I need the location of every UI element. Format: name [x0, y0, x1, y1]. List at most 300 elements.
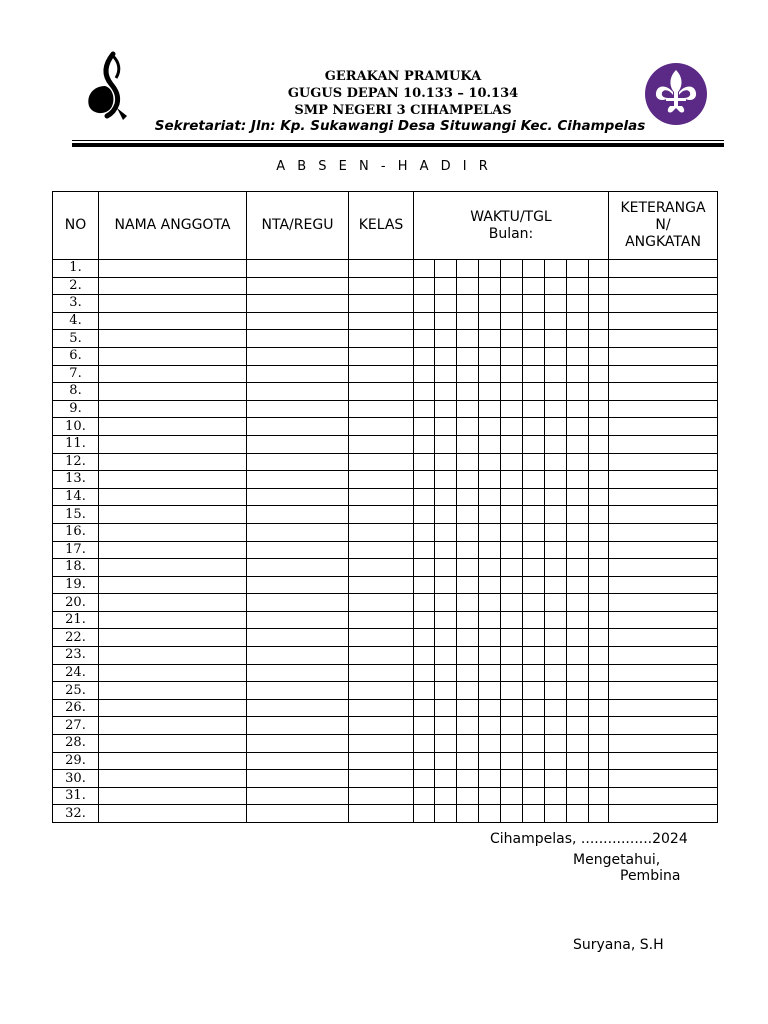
date-cell — [414, 400, 435, 418]
date-cell — [479, 629, 501, 647]
nama-cell — [99, 488, 247, 506]
table-row — [53, 787, 718, 805]
date-cell — [479, 717, 501, 735]
date-cell — [567, 647, 589, 665]
nta-cell — [247, 523, 349, 541]
row-number: 8. — [53, 383, 99, 401]
keterangan-cell — [609, 418, 718, 436]
nta-cell — [247, 277, 349, 295]
date-cell — [501, 523, 523, 541]
nta-cell — [247, 647, 349, 665]
date-cell — [435, 770, 457, 788]
keterangan-cell — [609, 735, 718, 753]
date-cell — [589, 594, 609, 612]
date-cell — [567, 611, 589, 629]
date-cell — [501, 471, 523, 489]
date-cell — [567, 471, 589, 489]
date-cell — [479, 330, 501, 348]
date-cell — [567, 576, 589, 594]
kelas-cell — [349, 664, 414, 682]
date-cell — [545, 365, 567, 383]
table-row — [53, 347, 718, 365]
date-cell — [501, 400, 523, 418]
date-cell — [523, 576, 545, 594]
nta-cell — [247, 365, 349, 383]
nama-cell — [99, 347, 247, 365]
keterangan-cell — [609, 471, 718, 489]
nta-cell — [247, 541, 349, 559]
kelas-cell — [349, 383, 414, 401]
date-cell — [479, 471, 501, 489]
date-cell — [457, 277, 479, 295]
date-cell — [545, 418, 567, 436]
date-cell — [435, 277, 457, 295]
date-cell — [501, 277, 523, 295]
date-cell — [479, 347, 501, 365]
date-cell — [589, 330, 609, 348]
col-nama-anggota: NAMA ANGGOTA — [99, 192, 247, 260]
date-cell — [545, 383, 567, 401]
date-cell — [567, 699, 589, 717]
nama-cell — [99, 805, 247, 823]
date-cell — [523, 260, 545, 278]
date-cell — [567, 418, 589, 436]
nama-cell — [99, 260, 247, 278]
keterangan-cell — [609, 260, 718, 278]
keterangan-cell — [609, 541, 718, 559]
date-cell — [523, 453, 545, 471]
kelas-cell — [349, 735, 414, 753]
nta-cell — [247, 312, 349, 330]
date-cell — [414, 435, 435, 453]
keterangan-cell — [609, 523, 718, 541]
date-cell — [501, 559, 523, 577]
date-cell — [523, 347, 545, 365]
date-cell — [414, 453, 435, 471]
row-number: 16. — [53, 523, 99, 541]
date-cell — [523, 664, 545, 682]
date-cell — [523, 365, 545, 383]
date-cell — [479, 435, 501, 453]
keterangan-cell — [609, 312, 718, 330]
date-cell — [501, 295, 523, 313]
date-cell — [545, 453, 567, 471]
date-cell — [545, 717, 567, 735]
nama-cell — [99, 647, 247, 665]
table-row — [53, 295, 718, 313]
kelas-cell — [349, 523, 414, 541]
table-row — [53, 717, 718, 735]
date-cell — [589, 488, 609, 506]
keterangan-cell — [609, 506, 718, 524]
table-row — [53, 735, 718, 753]
date-cell — [567, 805, 589, 823]
date-cell — [435, 664, 457, 682]
date-cell — [567, 260, 589, 278]
col-keterangan — [609, 192, 718, 260]
date-cell — [545, 295, 567, 313]
date-cell — [523, 682, 545, 700]
date-cell — [457, 453, 479, 471]
nama-cell — [99, 735, 247, 753]
keterangan-cell — [609, 400, 718, 418]
date-cell — [457, 576, 479, 594]
kelas-cell — [349, 629, 414, 647]
keterangan-cell — [609, 295, 718, 313]
date-cell — [457, 735, 479, 753]
date-cell — [523, 435, 545, 453]
nta-cell — [247, 611, 349, 629]
nta-cell — [247, 717, 349, 735]
date-cell — [479, 260, 501, 278]
date-cell — [501, 647, 523, 665]
tunas-kelapa-icon — [83, 50, 133, 122]
date-cell — [545, 559, 567, 577]
date-cell — [501, 770, 523, 788]
date-cell — [545, 805, 567, 823]
nta-cell — [247, 787, 349, 805]
date-cell — [589, 576, 609, 594]
date-cell — [589, 523, 609, 541]
date-cell — [457, 435, 479, 453]
date-cell — [414, 295, 435, 313]
date-cell — [523, 752, 545, 770]
kelas-cell — [349, 717, 414, 735]
attendance-table — [52, 191, 718, 823]
nta-cell — [247, 752, 349, 770]
date-cell — [414, 699, 435, 717]
date-cell — [435, 347, 457, 365]
date-cell — [523, 523, 545, 541]
date-cell — [545, 611, 567, 629]
row-number: 13. — [53, 471, 99, 489]
date-cell — [545, 330, 567, 348]
date-cell — [501, 347, 523, 365]
date-cell — [545, 664, 567, 682]
date-cell — [414, 471, 435, 489]
nama-cell — [99, 664, 247, 682]
gugus-depan: GUGUS DEPAN 10.133 – 10.134 — [287, 86, 519, 101]
date-cell — [567, 347, 589, 365]
date-cell — [501, 664, 523, 682]
nama-cell — [99, 365, 247, 383]
row-number: 20. — [53, 594, 99, 612]
date-cell — [414, 559, 435, 577]
nama-cell — [99, 787, 247, 805]
date-cell — [435, 435, 457, 453]
date-cell — [435, 260, 457, 278]
row-number: 30. — [53, 770, 99, 788]
date-cell — [479, 383, 501, 401]
date-cell — [501, 752, 523, 770]
document-title: A B S E N - H A D I R — [276, 159, 492, 174]
row-number: 32. — [53, 805, 99, 823]
date-cell — [414, 611, 435, 629]
date-cell — [567, 506, 589, 524]
date-cell — [523, 559, 545, 577]
date-cell — [567, 435, 589, 453]
date-cell — [589, 611, 609, 629]
date-cell — [414, 312, 435, 330]
date-cell — [501, 576, 523, 594]
date-cell — [589, 559, 609, 577]
date-cell — [435, 383, 457, 401]
keterangan-cell — [609, 383, 718, 401]
kelas-cell — [349, 488, 414, 506]
date-cell — [523, 805, 545, 823]
row-number: 26. — [53, 699, 99, 717]
date-cell — [414, 664, 435, 682]
date-cell — [457, 559, 479, 577]
row-number: 19. — [53, 576, 99, 594]
keterangan-cell — [609, 435, 718, 453]
table-row — [53, 400, 718, 418]
date-cell — [479, 647, 501, 665]
kelas-cell — [349, 435, 414, 453]
date-cell — [414, 488, 435, 506]
table-row — [53, 752, 718, 770]
date-cell — [589, 647, 609, 665]
keterangan-cell — [609, 717, 718, 735]
kelas-cell — [349, 330, 414, 348]
kelas-cell — [349, 400, 414, 418]
date-cell — [501, 682, 523, 700]
row-number: 15. — [53, 506, 99, 524]
nta-cell — [247, 770, 349, 788]
table-row — [53, 611, 718, 629]
keterangan-cell — [609, 787, 718, 805]
date-cell — [479, 576, 501, 594]
row-number: 11. — [53, 435, 99, 453]
date-cell — [545, 682, 567, 700]
date-cell — [435, 400, 457, 418]
date-cell — [435, 699, 457, 717]
kelas-cell — [349, 295, 414, 313]
row-number: 27. — [53, 717, 99, 735]
date-cell — [545, 735, 567, 753]
date-cell — [457, 260, 479, 278]
date-cell — [435, 330, 457, 348]
row-number: 6. — [53, 347, 99, 365]
date-cell — [457, 664, 479, 682]
date-cell — [567, 383, 589, 401]
date-cell — [501, 735, 523, 753]
kelas-cell — [349, 471, 414, 489]
date-cell — [435, 523, 457, 541]
date-cell — [414, 347, 435, 365]
date-cell — [435, 418, 457, 436]
date-cell — [567, 682, 589, 700]
date-cell — [523, 418, 545, 436]
date-cell — [501, 365, 523, 383]
date-cell — [501, 541, 523, 559]
date-cell — [567, 541, 589, 559]
nama-cell — [99, 383, 247, 401]
date-cell — [457, 506, 479, 524]
pembina-label: Pembina — [620, 868, 681, 884]
date-cell — [523, 735, 545, 753]
date-cell — [501, 594, 523, 612]
date-cell — [479, 594, 501, 612]
date-cell — [457, 752, 479, 770]
nama-cell — [99, 400, 247, 418]
date-cell — [479, 787, 501, 805]
keterangan-cell — [609, 629, 718, 647]
date-cell — [479, 277, 501, 295]
date-cell — [414, 277, 435, 295]
kelas-cell — [349, 559, 414, 577]
nta-cell — [247, 347, 349, 365]
date-cell — [414, 260, 435, 278]
keterangan-cell — [609, 576, 718, 594]
kelas-cell — [349, 277, 414, 295]
table-row — [53, 576, 718, 594]
date-cell — [567, 330, 589, 348]
signatory-name: Suryana, S.H — [573, 937, 664, 953]
date-cell — [545, 699, 567, 717]
date-cell — [567, 523, 589, 541]
kelas-cell — [349, 576, 414, 594]
nama-cell — [99, 770, 247, 788]
nama-cell — [99, 629, 247, 647]
date-cell — [545, 506, 567, 524]
date-cell — [435, 629, 457, 647]
kelas-cell — [349, 805, 414, 823]
table-row — [53, 506, 718, 524]
date-cell — [435, 295, 457, 313]
date-cell — [414, 735, 435, 753]
date-cell — [589, 699, 609, 717]
table-row — [53, 471, 718, 489]
date-cell — [545, 576, 567, 594]
bulan-label: Bulan: — [488, 225, 534, 242]
date-cell — [457, 717, 479, 735]
row-number: 28. — [53, 735, 99, 753]
keterangan-cell — [609, 611, 718, 629]
table-row — [53, 805, 718, 823]
date-cell — [501, 418, 523, 436]
date-cell — [457, 523, 479, 541]
date-cell — [479, 400, 501, 418]
keterangan-cell — [609, 664, 718, 682]
date-cell — [589, 787, 609, 805]
date-cell — [589, 805, 609, 823]
date-cell — [435, 312, 457, 330]
date-cell — [589, 418, 609, 436]
nama-cell — [99, 699, 247, 717]
nama-cell — [99, 330, 247, 348]
date-cell — [567, 277, 589, 295]
date-cell — [589, 506, 609, 524]
date-cell — [589, 435, 609, 453]
date-cell — [523, 629, 545, 647]
date-cell — [589, 260, 609, 278]
nta-cell — [247, 699, 349, 717]
date-cell — [589, 295, 609, 313]
date-cell — [457, 611, 479, 629]
date-cell — [567, 787, 589, 805]
date-cell — [479, 295, 501, 313]
kelas-cell — [349, 594, 414, 612]
date-cell — [545, 770, 567, 788]
row-number: 21. — [53, 611, 99, 629]
date-cell — [523, 611, 545, 629]
date-cell — [435, 471, 457, 489]
nta-cell — [247, 383, 349, 401]
nta-cell — [247, 506, 349, 524]
nta-cell — [247, 330, 349, 348]
nama-cell — [99, 435, 247, 453]
date-cell — [414, 365, 435, 383]
nta-cell — [247, 735, 349, 753]
date-cell — [589, 770, 609, 788]
nta-cell — [247, 471, 349, 489]
date-cell — [545, 752, 567, 770]
date-cell — [523, 471, 545, 489]
kelas-cell — [349, 506, 414, 524]
date-cell — [457, 699, 479, 717]
date-cell — [545, 594, 567, 612]
date-cell — [457, 295, 479, 313]
date-cell — [435, 559, 457, 577]
date-cell — [589, 312, 609, 330]
date-cell — [457, 365, 479, 383]
keterangan-cell — [609, 770, 718, 788]
date-cell — [479, 735, 501, 753]
nta-cell — [247, 664, 349, 682]
date-cell — [567, 488, 589, 506]
date-cell — [523, 330, 545, 348]
date-cell — [545, 277, 567, 295]
nama-cell — [99, 277, 247, 295]
nta-cell — [247, 453, 349, 471]
row-number: 22. — [53, 629, 99, 647]
kelas-cell — [349, 682, 414, 700]
date-cell — [435, 594, 457, 612]
nta-cell — [247, 682, 349, 700]
date-cell — [501, 787, 523, 805]
nta-cell — [247, 629, 349, 647]
date-cell — [589, 400, 609, 418]
date-cell — [567, 559, 589, 577]
nama-cell — [99, 471, 247, 489]
date-cell — [545, 312, 567, 330]
date-cell — [523, 277, 545, 295]
date-cell — [589, 629, 609, 647]
date-cell — [414, 752, 435, 770]
row-number: 4. — [53, 312, 99, 330]
row-number: 10. — [53, 418, 99, 436]
date-cell — [545, 435, 567, 453]
place-date: Cihampelas, ................2024 — [490, 831, 688, 847]
date-cell — [435, 576, 457, 594]
col-no: NO — [53, 192, 99, 260]
date-cell — [435, 488, 457, 506]
date-cell — [479, 770, 501, 788]
table-row — [53, 629, 718, 647]
date-cell — [589, 383, 609, 401]
date-cell — [414, 594, 435, 612]
keterangan-cell — [609, 559, 718, 577]
row-number: 31. — [53, 787, 99, 805]
date-cell — [479, 611, 501, 629]
nama-cell — [99, 418, 247, 436]
date-cell — [479, 418, 501, 436]
nama-cell — [99, 682, 247, 700]
date-cell — [457, 682, 479, 700]
kelas-cell — [349, 260, 414, 278]
date-cell — [414, 383, 435, 401]
